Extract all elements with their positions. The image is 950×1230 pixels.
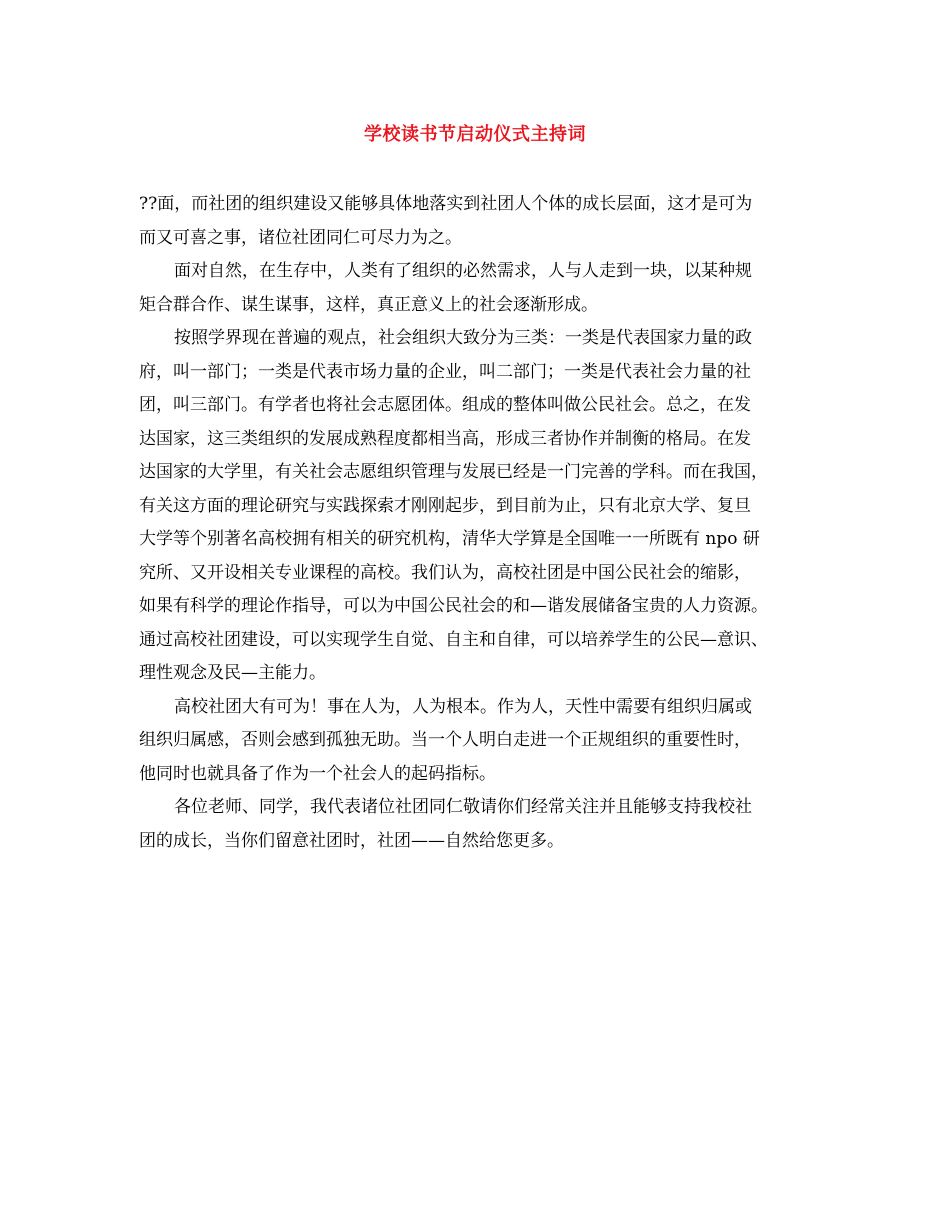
- paragraph-line: 如果有科学的理论作指导，可以为中国公民社会的和—谐发展储备宝贵的人力资源。: [139, 596, 768, 616]
- paragraph-line: 究所、又开设相关专业课程的高校。我们认为，高校社团是中国公民社会的缩影，: [139, 562, 751, 583]
- paragraph-line: ??面，而社团的组织建设又能够具体地落实到社团人个体的成长层面，这才是可为: [139, 194, 753, 214]
- paragraph-line: 而又可喜之事，诸位社团同仁可尽力为之。: [139, 227, 462, 248]
- paragraph-line: 团，叫三部门。有学者也将社会志愿团体。组成的整体叫做公民社会。总之，在发: [139, 395, 751, 415]
- paragraph-line: 通过高校社团建设，可以实现学生自觉、自主和自律，可以培养学生的公民—意识、: [139, 629, 768, 650]
- document-title: 学校读书节启动仪式主持词: [364, 124, 586, 145]
- paragraph-line: 大学等个别著名高校拥有相关的研究机构，清华大学算是全国唯一一所既有 npo 研: [139, 529, 760, 549]
- paragraph-line: 组织归属感，否则会感到孤独无助。当一个人明白走进一个正规组织的重要性时，: [139, 730, 751, 750]
- paragraph-line: 达国家，这三类组织的发展成熟程度都相当高，形成三者协作并制衡的格局。在发: [139, 428, 751, 449]
- paragraph-first-line: 高校社团大有可为！事在人为，人为根本。作为人，天性中需要有组织归属或: [174, 696, 752, 717]
- paragraph-line: 理性观念及民—主能力。: [139, 663, 326, 683]
- paragraph-line: 达国家的大学里，有关社会志愿组织管理与发展已经是一门完善的学科。而在我国，: [139, 462, 768, 482]
- paragraph-line: 团的成长，当你们留意社团时，社团——自然给您更多。: [139, 830, 564, 851]
- paragraph-first-line: 面对自然，在生存中，人类有了组织的必然需求，人与人走到一块，以某种规: [174, 261, 752, 281]
- paragraph-line: 他同时也就具备了作为一个社会人的起码指标。: [139, 763, 496, 784]
- paragraph-line: 府，叫一部门；一类是代表市场力量的企业，叫二部门；一类是代表社会力量的社: [139, 361, 751, 382]
- document-body: [139, 188, 829, 858]
- paragraph-line: 有关这方面的理论研究与实践探索才刚刚起步，到目前为止，只有北京大学、复旦: [139, 495, 751, 516]
- paragraph-first-line: 按照学界现在普遍的观点，社会组织大致分为三类：一类是代表国家力量的政: [174, 328, 752, 348]
- paragraph-first-line: 各位老师、同学，我代表诸位社团同仁敬请你们经常关注并且能够支持我校社: [174, 797, 752, 817]
- paragraph-line: 矩合群合作、谋生谋事，这样，真正意义上的社会逐渐形成。: [139, 294, 598, 315]
